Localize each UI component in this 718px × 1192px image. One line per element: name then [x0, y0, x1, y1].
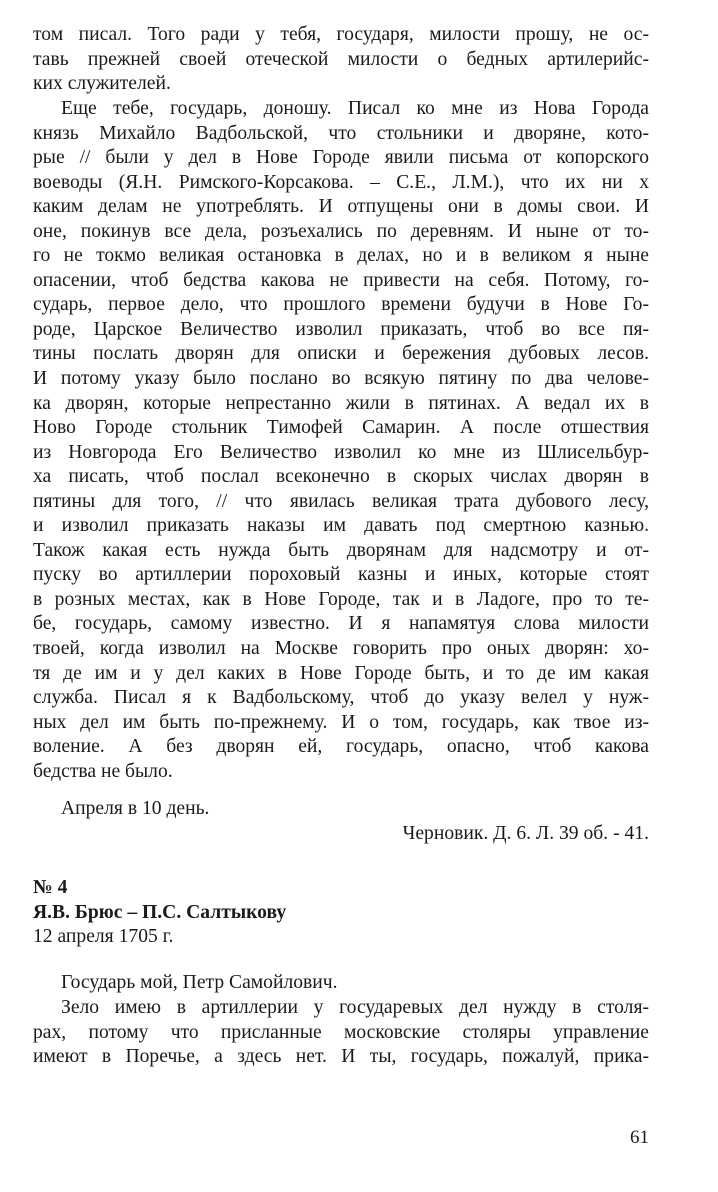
page-number: 61	[630, 1127, 649, 1148]
text-line: оне, покинув все дела, розъехались по деревням. И ныне от то-	[33, 220, 649, 242]
document-body	[33, 996, 649, 1070]
text-line: рах, потому что присланные московские столяры управление	[33, 1021, 649, 1043]
document-date: 12 апреля 1705 г.	[33, 926, 174, 948]
archive-source	[33, 822, 649, 847]
text-line: в розных местах, как в Нове Городе, так и в Ладоге, про то те-	[33, 588, 649, 610]
paragraph-main	[33, 97, 649, 784]
text-line: Еще тебе, государь, доношу. Писал ко мне из Нова Города	[61, 98, 649, 119]
salutation	[33, 971, 649, 996]
document-number: № 4	[33, 877, 68, 898]
document-title: Я.В. Брюс – П.С. Салтыкову	[33, 901, 287, 923]
text-line: ных дел им быть по-прежнему. И о том, государь, как твое из-	[33, 711, 649, 733]
text-line: тавь прежней своей отеческой милости о бедных артилерийс-	[33, 48, 649, 70]
text-line: рые // были у дел в Нове Городе явили письма от копорского	[33, 147, 649, 169]
text-line: Зело имею в артиллерии у государевых дел нужду в столя-	[61, 997, 649, 1018]
text-line: ха писать, чтоб послал всеконечно в скорых числах дворян в	[33, 466, 649, 488]
date-text: Апреля в 10 день.	[61, 798, 210, 819]
text-line: Ново Городе стольник Тимофей Самарин. А после отшествия	[33, 417, 649, 439]
text-line: ка дворян, которые непрестанно жили в пятинах. А ведал их в	[33, 392, 649, 414]
text-line: воление. А без дворян ей, государь, опасно, чтоб какова	[33, 736, 649, 758]
text-line: Також какая есть нужда быть дворянам для надсмотру и от-	[33, 539, 649, 561]
text-line: имеют в Поречье, а здесь нет. И ты, государь, пожалуй, прика-	[33, 1046, 649, 1068]
text-line: и изволил приказать наказы им давать под смертною казнью.	[33, 515, 649, 537]
text-line: каким делам не употреблять. И отпущены они в домы свои. И	[33, 196, 649, 218]
text-line: И потому указу было послано во всякую пятину по два челове-	[33, 368, 649, 390]
text-line: тя де им и у дел каких в Нове Городе быть, и то де им какая	[33, 662, 649, 684]
source-text: Черновик. Д. 6. Л. 39 об. - 41.	[402, 823, 649, 844]
text-line: бе, государь, самому известно. И я напамятуя слова милости	[33, 613, 649, 635]
text-line: князь Михайло Вадбольской, что стольники и дворяне, кото-	[33, 122, 649, 144]
text-line: из Новгорода Его Величество изволил ко мне из Шлисельбур-	[33, 441, 649, 463]
text-line: служба. Писал я к Вадбольскому, чтоб до указу велел у нуж-	[33, 687, 649, 709]
text-line: пуску во артиллерии пороховый казны и иных, которые стоят	[33, 564, 649, 586]
text-line: пятины для того, // что явилась великая трата дубового лесу,	[33, 490, 649, 512]
salutation-text: Государь мой, Петр Самойлович.	[61, 972, 338, 993]
text-line: тины послать дворян для описки и бережения дубовых лесов.	[33, 343, 649, 365]
document-heading	[33, 876, 649, 950]
text-line: го не токмо великая остановка в делах, но и в великом я ныне	[33, 245, 649, 267]
text-line: опасении, чтоб бедства какова не привести на себя. Потому, го-	[33, 269, 649, 291]
text-line: роде, Царское Величество изволил приказать, чтоб во все пя-	[33, 318, 649, 340]
text-line: воеводы (Я.Н. Римского-Корсакова. – С.Е., Л.М.), что их ни х	[33, 171, 649, 193]
text-line: твоей, когда изволил на Москве говорить про оных дворян: хо-	[33, 638, 649, 660]
text-line: том писал. Того ради у тебя, государя, милости прошу, не ос-	[33, 24, 649, 45]
text-line: ких служителей.	[33, 73, 171, 95]
paragraph-continued	[33, 23, 649, 97]
text-line: бедства не было.	[33, 760, 173, 782]
letter-date-line	[33, 797, 649, 822]
text-line: сударь, первое дело, что прошлого времени будучи в Нове Го-	[33, 294, 649, 316]
